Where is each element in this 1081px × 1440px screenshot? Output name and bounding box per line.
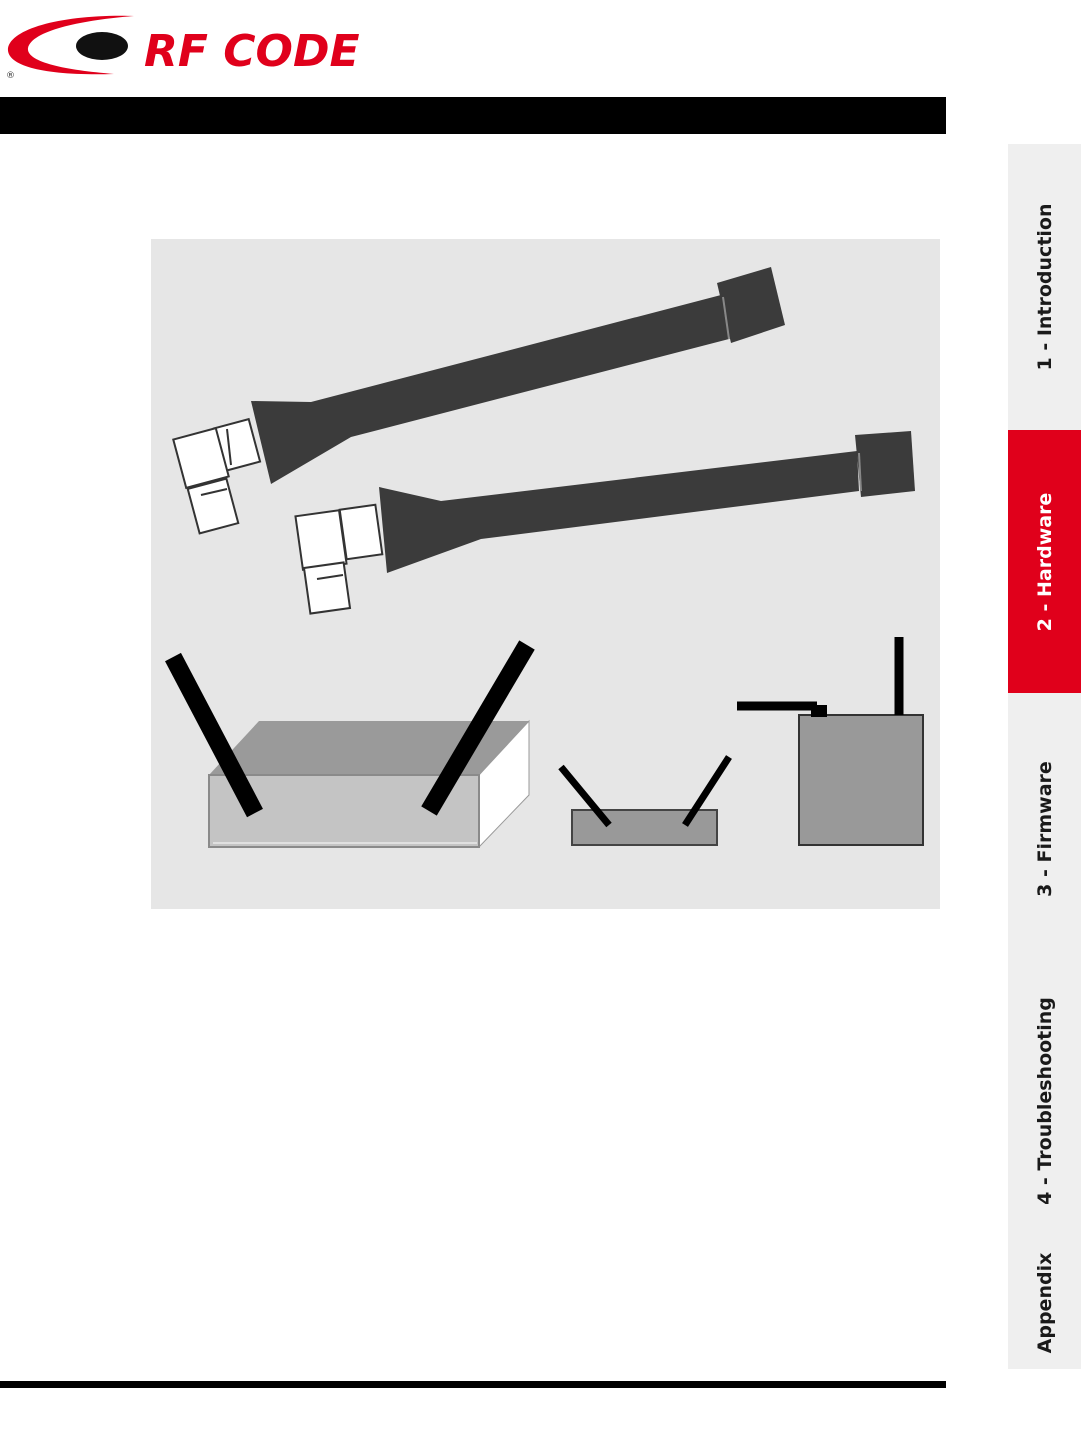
tab-troubleshooting[interactable] (1008, 965, 1081, 1237)
tab-firmware[interactable] (1008, 693, 1081, 965)
footer-rule (0, 1381, 946, 1388)
tab-label: 3 - Firmware (1033, 761, 1056, 897)
tab-label: 1 - Introduction (1033, 203, 1056, 371)
header-bar (0, 97, 946, 134)
tab-label: 2 - Hardware (1033, 492, 1056, 631)
small-reader-icon (561, 757, 729, 845)
tab-label: 4 - Troubleshooting (1033, 997, 1056, 1205)
tab-hardware[interactable] (1008, 430, 1081, 693)
tab-appendix[interactable] (1008, 1237, 1081, 1369)
reader-icon (173, 645, 529, 847)
logo-text: RF CODE (144, 26, 360, 77)
logo-swoosh-icon (4, 12, 424, 82)
tab-label: Appendix (1033, 1252, 1056, 1354)
antenna-2-icon (295, 431, 915, 614)
registered-mark: ® (6, 71, 15, 81)
section-tabs (1008, 144, 1081, 1369)
tab-introduction[interactable] (1008, 144, 1081, 430)
tag-reader-icon (737, 637, 923, 845)
hardware-figure (151, 239, 940, 909)
rf-code-logo (4, 12, 424, 82)
